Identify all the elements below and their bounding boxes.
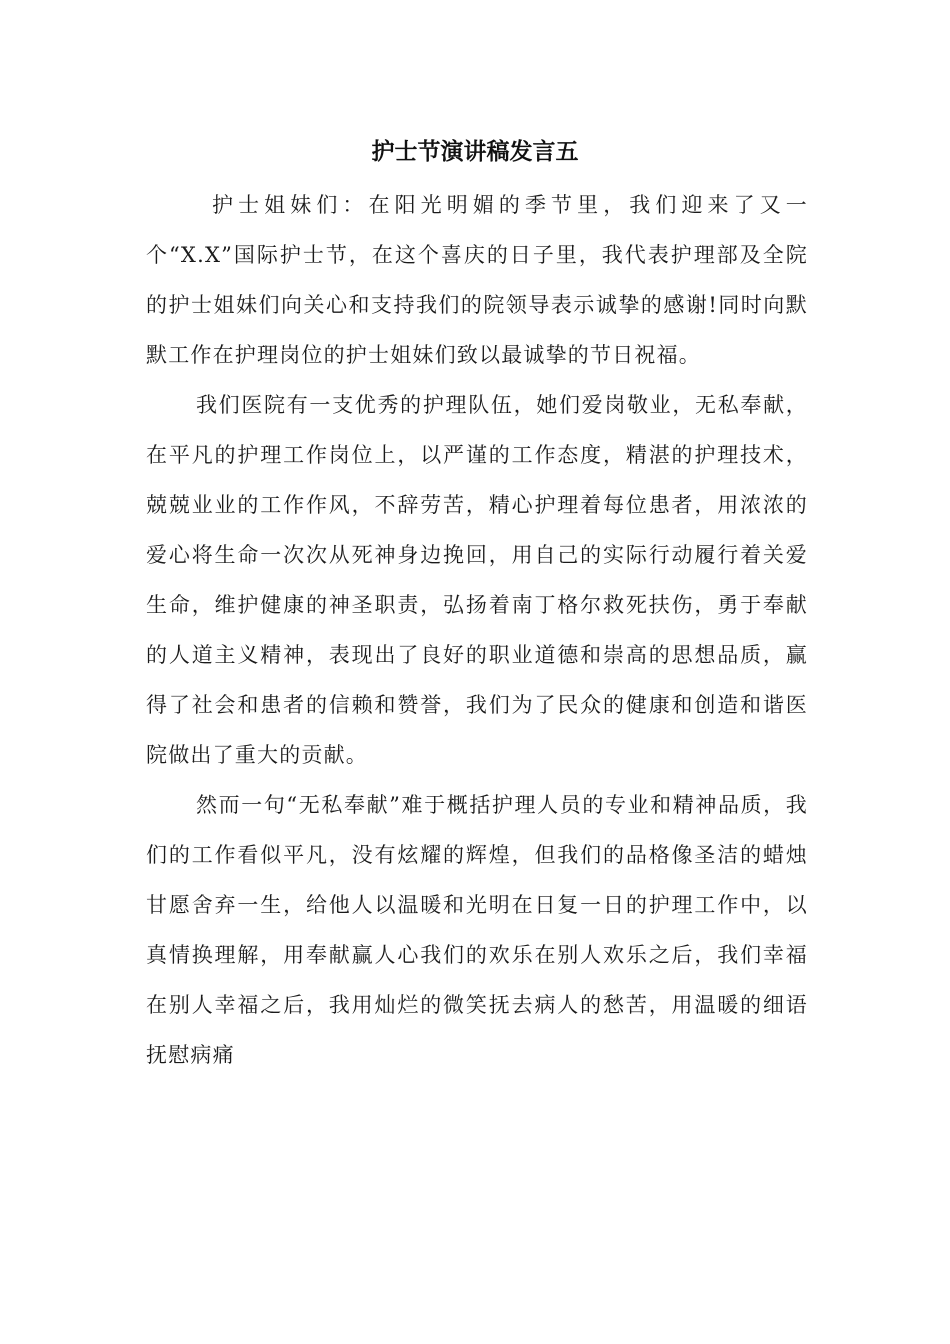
document-title: 护士节演讲稿发言五 (371, 139, 579, 165)
paragraph-greeting: 护士姐妹们：在阳光明媚的季节里，我们迎来了又一个“X.X”国际护士节，在这个喜庆的日子里，我代表护理部及全院的护士姐妹们向关心和支持我们的院领导表示诚挚的感谢!同时向默默工作在护理岗位的护士姐妹们致以最诚挚的节日祝福。 (146, 193, 808, 367)
paragraph-dedication: 然而一句“无私奉献”难于概括护理人员的专业和精神品质，我们的工作看似平凡，没有炫耀的辉煌，但我们的品格像圣洁的蜡烛甘愿舍弃一生，给他人以温暖和光明在日复一日的护理工作中，以真情换理解，用奉献赢人心我们的欢乐在别人欢乐之后，我们幸福在别人幸福之后，我用灿烂的微笑抚去病人的愁苦，用温暖的细语抚慰病痛 (146, 793, 808, 1067)
document-body (146, 180, 808, 1080)
paragraph-nursing-team: 我们医院有一支优秀的护理队伍，她们爱岗敬业，无私奉献，在平凡的护理工作岗位上，以严谨的工作态度，精湛的护理技术，兢兢业业的工作作风，不辞劳苦，精心护理着每位患者，用浓浓的爱心将生命一次次从死神身边挽回，用自己的实际行动履行着关爱生命，维护健康的神圣职责，弘扬着南丁格尔救死扶伤，勇于奉献的人道主义精神，表现出了良好的职业道德和崇高的思想品质，赢得了社会和患者的信赖和赞誉，我们为了民众的健康和创造和谐医院做出了重大的贡献。 (146, 393, 808, 767)
